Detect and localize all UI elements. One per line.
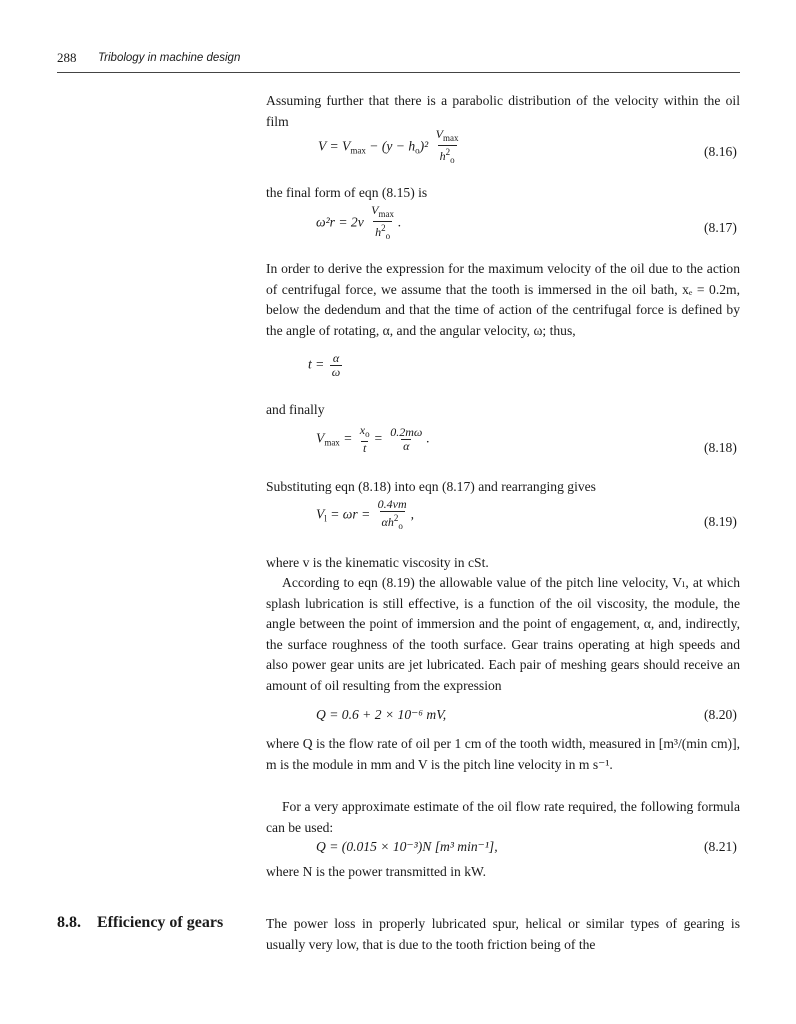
paragraph-11: The power loss in properly lubricated spur, helical or similar types of gearing is usually very low, that is due to the tooth friction being of the — [266, 916, 740, 952]
equation-8-19: $V_l = \omega r$ = $\frac{0.4vm}{\alpha h^2_o}$ , — [316, 497, 415, 531]
running-title: Tribology in machine design — [98, 52, 241, 64]
paragraph-5: Substituting eqn (8.18) into eqn (8.17) and rearranging gives — [266, 479, 596, 494]
equation-number-8-16: (8.16) — [704, 144, 737, 159]
equation-8-18: $V_{max}$ = $\frac{x_o}{t}$ = $\frac{0.2m\omega}{\alpha}$ . — [316, 423, 430, 455]
header-rule — [57, 72, 740, 73]
equation-number-8-18: (8.18) — [704, 440, 737, 455]
equation-number-8-19: (8.19) — [704, 514, 737, 529]
equation-number-8-20: (8.20) — [704, 707, 737, 722]
paragraph-8: where Q is the flow rate of oil per 1 cm of the tooth width, measured in [m³/(min cm)], m is the module in mm and V is the pitch line velocity in m s⁻¹. — [266, 736, 740, 772]
page-number: 288 — [57, 50, 77, 65]
paragraph-6: where v is the kinematic viscosity in cSt. — [266, 555, 489, 570]
equation-8-20: Q = 0.6 + 2 × 10⁻⁶ mV, — [316, 707, 447, 722]
section-number: 8.8. — [57, 914, 81, 931]
equation-8-16: $V = V_{max} - (y - h_o)^2$ $\frac{V_{max}}{h^2_o}$ — [318, 127, 459, 165]
paragraph-7: According to eqn (8.19) the allowable value of the pitch line velocity, Vₗ, at which splash lubrication is still effective, is a function of the oil viscosity, the module, the angle between the point of immersion and the point of engagement, α, and, indirectly, the surface roughness of the tooth surface. Gear trains operating at high speeds and also power gear units are jet lubricated. Each pair of meshing gears should receive an amount of oil resulting from the expression — [266, 575, 740, 693]
section-title: Efficiency of gears — [97, 914, 224, 931]
equation-8-21: Q = (0.015 × 10⁻³)N [m³ min⁻¹], — [316, 839, 498, 854]
paragraph-10: where N is the power transmitted in kW. — [266, 864, 486, 879]
equation-number-8-21: (8.21) — [704, 839, 737, 854]
section-heading — [57, 914, 223, 932]
paragraph-3: In order to derive the expression for the maximum velocity of the oil due to the action of centrifugal force, we assume that the tooth is immersed in the oil bath, xₑ = 0.2m, below the dedendum and that the time of action of the centrifugal force is defined by the angle of rotating, α, and the angular velocity, ω; thus, — [266, 261, 740, 338]
paragraph-4: and finally — [266, 402, 325, 417]
paragraph-9: For a very approximate estimate of the oil flow rate required, the following formula can be used: — [266, 799, 740, 835]
equation-time: t = $\frac{\alpha}{\omega}$ — [308, 351, 341, 379]
equation-number-8-17: (8.17) — [704, 220, 737, 235]
paragraph-2: the final form of eqn (8.15) is — [266, 185, 428, 200]
paragraph-1: Assuming further that there is a parabolic distribution of the velocity within the oil film — [266, 93, 740, 129]
equation-8-17: ω²r = 2v $\frac{V_{max}}{h^2_o}$ . — [316, 203, 402, 241]
